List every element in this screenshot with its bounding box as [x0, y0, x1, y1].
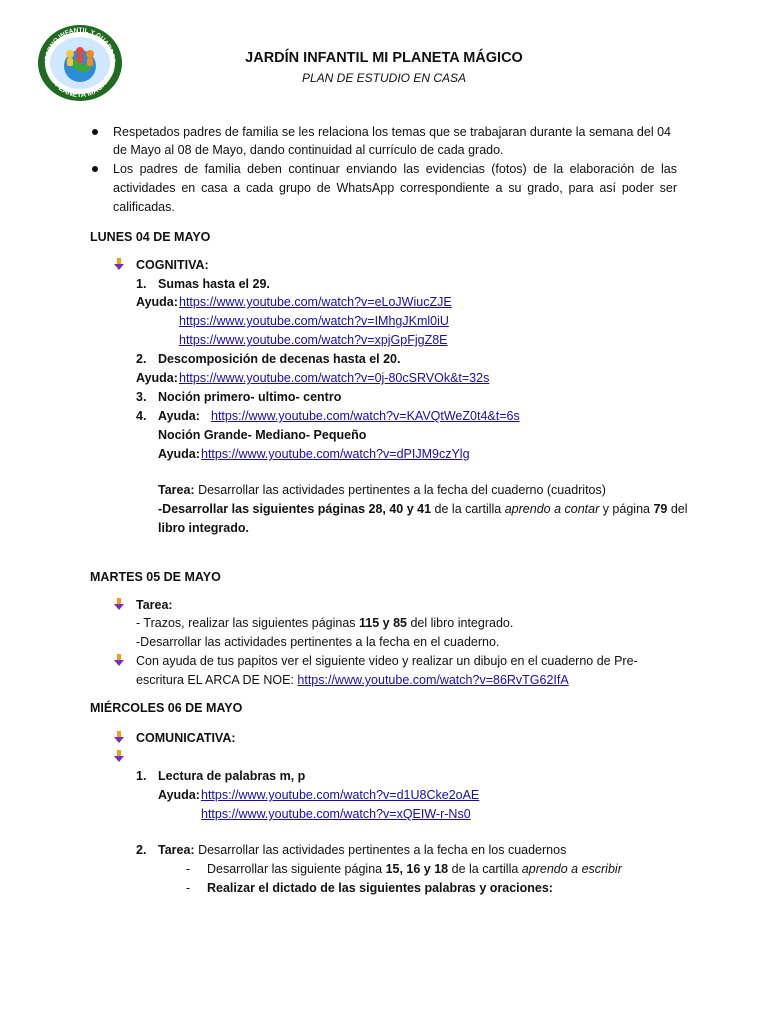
youtube-link[interactable]: https://www.youtube.com/watch?v=86RvTG62IfA [297, 673, 569, 687]
youtube-link[interactable]: https://www.youtube.com/watch?v=d1U8Cke2oAE [201, 788, 480, 802]
monday-heading: LUNES 04 DE MAYO [90, 230, 211, 244]
wednesday-item2-task [158, 842, 566, 858]
line-text-b: del libro integrado. [407, 616, 514, 630]
line-text-a: - Trazos, realizar las siguientes páginas [136, 616, 360, 630]
wednesday-heading: MIÉRCOLES 06 DE MAYO [90, 701, 243, 715]
document-title: JARDÍN INFANTIL MI PLANETA MÁGICO [245, 50, 523, 66]
video-text: escritura EL ARCA DE NOE: [136, 673, 298, 687]
monday-help-label-1: Ayuda: [136, 295, 178, 309]
monday-item1-text: Sumas hasta el 29. [158, 277, 270, 291]
wednesday-item1-text: Lectura de palabras m, p [158, 769, 306, 783]
monday-help-label-2: Ayuda: [136, 371, 178, 385]
monday-item4-number: 4. [136, 409, 147, 423]
monday-item3-text: Noción primero- ultimo- centro [158, 390, 342, 404]
logo-bottom-text: MI PLANETA MÁGICO [47, 73, 113, 100]
dash-marker: - [186, 881, 191, 895]
bullet-icon [92, 129, 98, 135]
youtube-link[interactable]: https://www.youtube.com/watch?v=0j-80cSRVOk&t=32s [179, 371, 490, 385]
youtube-link[interactable]: https://www.youtube.com/watch?v=IMhgJKml0iU [179, 314, 449, 328]
monday-item2-text: Descomposición de decenas hasta el 20. [158, 352, 401, 366]
logo-ring-text: ATERNO INFANTIL Y GUARDER [43, 26, 117, 65]
book-title: aprendo a contar [504, 502, 600, 516]
pages-text-c: y página [599, 502, 654, 516]
arrow-bullet-icon [114, 750, 124, 762]
sub-text-a: Desarrollar las siguiente página [207, 862, 386, 876]
tuesday-video-line-2 [136, 672, 569, 688]
page-numbers: 115 y 85 [359, 616, 407, 630]
tuesday-heading: MARTES 05 DE MAYO [90, 570, 221, 584]
youtube-link[interactable]: https://www.youtube.com/watch?v=KAVQtWeZ0t4&t=6s [211, 409, 520, 423]
monday-item3-number: 3. [136, 390, 147, 404]
intro-paragraph-2-line-3: calificadas. [113, 200, 175, 214]
pages-numbers: 28, 40 y 41 [368, 502, 432, 516]
tuesday-video-line-1: Con ayuda de tus papitos ver el siguiente video y realizar un dibujo en el cuaderno de Pre- [136, 654, 638, 668]
youtube-link[interactable]: https://www.youtube.com/watch?v=xQEIW-r-Ns0 [201, 807, 471, 821]
pages-text-a: -Desarrollar las siguientes páginas [158, 502, 369, 516]
youtube-link[interactable]: https://www.youtube.com/watch?v=xpjGpFjgZ8E [179, 333, 448, 347]
tuesday-task-label: Tarea: [136, 598, 173, 612]
tuesday-line-1 [136, 615, 513, 631]
book-title: aprendo a escribir [521, 862, 622, 876]
wednesday-sub-item-1 [207, 861, 622, 877]
pages-text-d: del [667, 502, 688, 516]
wednesday-area-label: COMUNICATIVA: [136, 731, 236, 745]
task-label: Tarea: [158, 843, 195, 857]
sub-text-b: de la cartilla [448, 862, 522, 876]
document-subtitle: PLAN DE ESTUDIO EN CASA [301, 71, 467, 85]
pages-number-2: 79 [653, 502, 668, 516]
monday-task [158, 482, 606, 498]
task-text: Desarrollar las actividades pertinentes a la fecha en los cuadernos [194, 843, 567, 857]
tuesday-line-2: -Desarrollar las actividades pertinentes a la fecha en el cuaderno. [136, 635, 500, 649]
page-numbers: 15, 16 y 18 [385, 862, 449, 876]
monday-pages-line-2: libro integrado. [158, 521, 249, 535]
arrow-bullet-icon [114, 598, 124, 610]
monday-item1-number: 1. [136, 277, 147, 291]
bullet-icon [92, 166, 98, 172]
monday-pages [158, 501, 688, 517]
dash-marker: - [186, 862, 191, 876]
arrow-bullet-icon [114, 258, 124, 270]
monday-item2-number: 2. [136, 352, 147, 366]
youtube-link[interactable]: https://www.youtube.com/watch?v=dPIJM9czYlg [201, 447, 470, 461]
intro-paragraph-2-line-2: actividades en casa a cada grupo de WhatsApp correspondiente a su grado, para así poder ser [113, 181, 677, 195]
wednesday-item1-number: 1. [136, 769, 147, 783]
pages-text-b: de la cartilla [431, 502, 505, 516]
task-label: Tarea: [158, 483, 195, 497]
intro-paragraph-1-line-1: Respetados padres de familia se les relaciona los temas que se trabajaran durante la semana del 04 [113, 125, 671, 139]
intro-paragraph-1-line-2: de Mayo al 08 de Mayo, dando continuidad al currículo de cada grado. [113, 143, 504, 157]
wednesday-item2-number: 2. [136, 843, 147, 857]
monday-area-label: COGNITIVA: [136, 258, 209, 272]
monday-item4-help-label: Ayuda: [158, 409, 200, 423]
wednesday-help-label: Ayuda: [158, 788, 200, 802]
task-text: Desarrollar las actividades pertinentes a la fecha del cuaderno (cuadritos) [194, 483, 606, 497]
youtube-link[interactable]: https://www.youtube.com/watch?v=eLoJWiucZJE [179, 295, 452, 309]
intro-paragraph-2-line-1: Los padres de familia deben continuar enviando las evidencias (fotos) de la elaboración de las [113, 162, 677, 176]
monday-help-label-3: Ayuda: [158, 447, 200, 461]
monday-item4-text: Noción Grande- Mediano- Pequeño [158, 428, 367, 442]
arrow-bullet-icon [114, 731, 124, 743]
wednesday-sub-item-2: Realizar el dictado de las siguientes palabras y oraciones: [207, 881, 553, 895]
arrow-bullet-icon [114, 654, 124, 666]
